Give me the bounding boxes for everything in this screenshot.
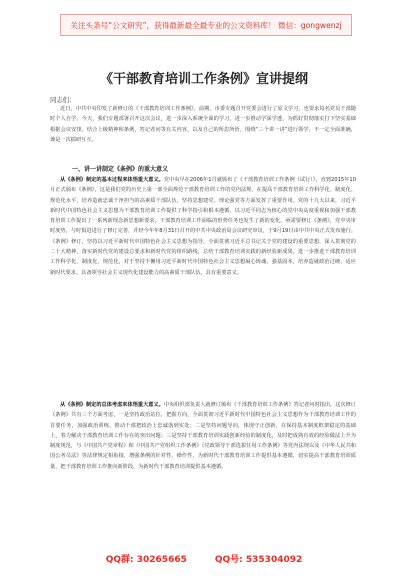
paragraph-lead: 从《条例》制定的基本过程来体悟重大意义。 xyxy=(60,177,164,183)
section-heading: 一、讲一讲制定《条例》的重大意义 xyxy=(72,166,169,173)
paragraph-considerations xyxy=(50,400,356,472)
document-title: 《干部教育培训工作条例》宣讲提纲 xyxy=(99,72,308,87)
paragraph-lead: 从《条例》制定的总体考虑来体悟重大意义。 xyxy=(60,402,164,408)
paragraph-text: 近日，中共中央印发了新修订的《干部教育培训工作条例》，前期，市委专题召开党委会进行了原文学习，也要求每名党员干部随时个人自学。今天，我们专题部署召开这次会议，进一步深入系统全面的学习，进一步推动学深学透，为抓好贯彻落实打下坚实基础根据会议安排，结合上级精神和条例，答记者问等有关内容，以及自己的所思所悟，围绕“三个讲一讲”进行领学，不一定全面准确，兼是一次揣研互互。 xyxy=(50,106,356,143)
footer-qq-group: QQ群: 30265665 xyxy=(105,555,187,565)
footer-contacts xyxy=(0,552,408,565)
paragraph-intro xyxy=(50,104,356,145)
greeting: 同志们： xyxy=(50,96,76,104)
paragraph-text: 中央组织部负责人就修订颁布《干部教育培训工作条例》答记者问时指出，这次修订《条例》共有三个方面考虑，一是坚持政治站位，把握方向，全面贯彻习近平新时代中国特色社会主义思想作为干部教育培训工作的首要任务，加强政治训练，推动干部把政治上忠诚落到实处；二是坚持问题导向，体现守正创新，在保持基本制度框架稳定的基础上，着力解决干部教育培训工作存在的突出问题；三是坚持干部教育培训实践创新经验的制度化，及时把成熟有效的经验做法上升为制度规范，与《中国共产党章程》和《中国共产党组织工作条例》《党政领导干部选拔任用工作条例》等党内法规以及《中华人民共和国公务员法》等法律规定相衔接，增强条例的针对性、操作性，为新时代干部教育培训工作提供基本遵循，切实提高干部教育培训质量，把干部教育培训工作推向新阶段，为新时代干部教育培训提供基本遵循。 xyxy=(50,402,356,470)
paragraph-text: 党中央早在2006年1月就颁布了《干部教育培训工作条例（试行）》，直到2015年10月正式颁布《条例》，这是我们党的历史上第一部全面规范干部教育培训工作的党内法规，在提高干部教育培训工作科学化、制度化、规范化水平，培养造就忠诚干净担当的高素质干部队伍，坚持思想建党、理论强党等方面发挥了重要作用。党的十九大以来，习近平新时代中国特色社会主义思想为干部教育培训工作提供了科学指引和根本遵循，以习近平同志为核心的党中央高度重视和加强干部教育培训工作提出了一系列新理念新思想新要求，干部教育培训工作面临的形势任务也发生了新的变化，亟需要修订《条例》，党中央审时度势，与时俱进进行了修订完善，并经今年年8月31日召开的中共中央政治局会议研究审议，于9月19日由中共中央正式发布施行。《条例》修订，坚持以习近平新时代中国特色社会主义思想为指导，全面贯彻习近平总书记关于党的建设的重要思想，深入贯彻党的二十大精神，落实新时代党的建设总要求和新时代党的组织路线，总结干部教育培训实践的新经验新成果，进一步推进干部教育培训工作科学化、制度化、规范化，对于坚持不懈用习近平新时代中国特色社会主义思想凝心铸魂、强基固本，培养造就政治过硬、适应新时代要求、具备领导社会主义现代化建设能力的高素质干部队伍，具有重要意义。 xyxy=(50,177,356,276)
paragraph-process xyxy=(50,175,356,278)
footer-qq-number: QQ号: 535304092 xyxy=(214,555,303,565)
promo-banner: 关注头条号“公文研究”，获得最新最全最专业的公文资料库！ 微信：gongwenzj xyxy=(60,14,352,36)
